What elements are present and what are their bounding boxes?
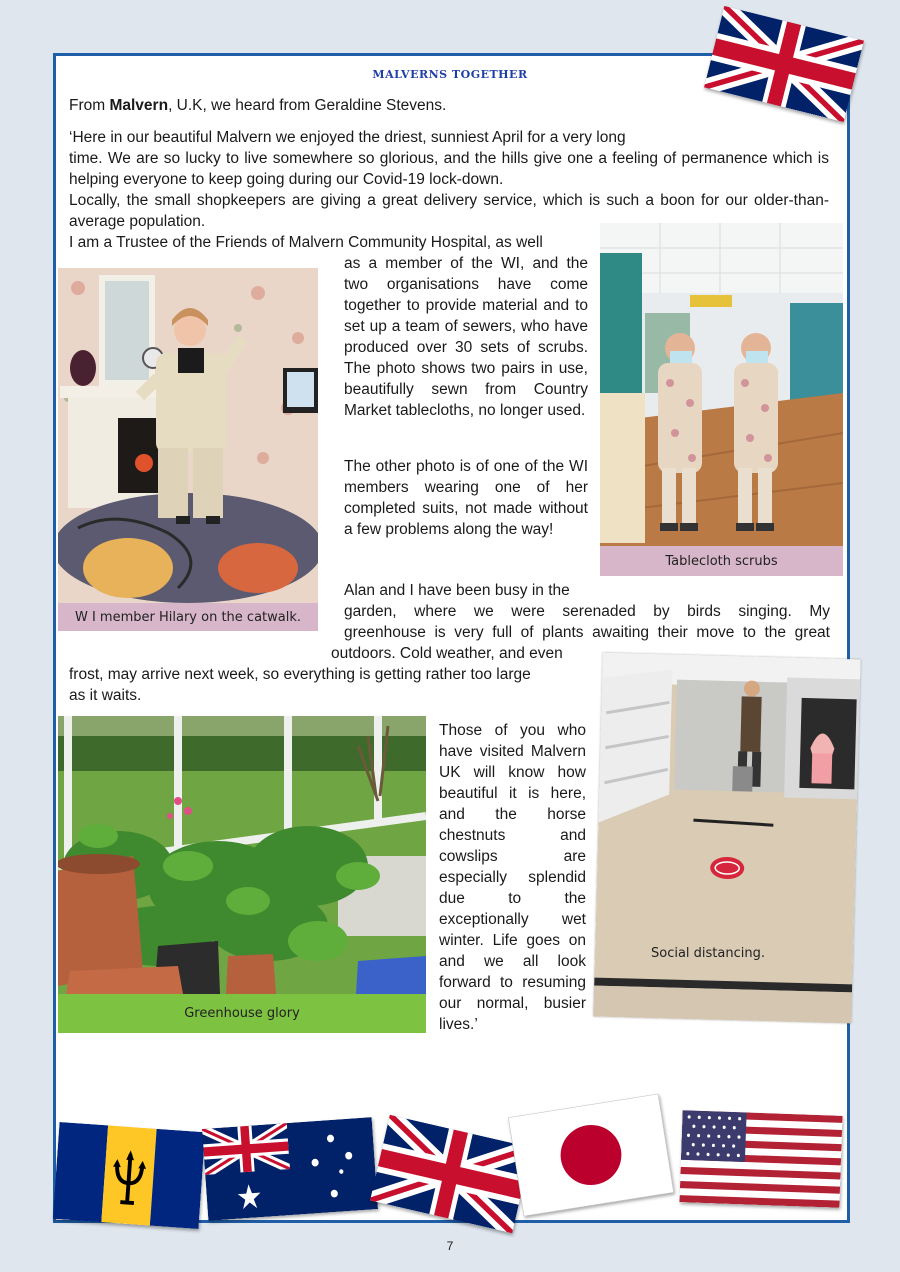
caption-hilary: W I member Hilary on the catwalk. xyxy=(58,603,318,631)
intro-line xyxy=(69,95,829,116)
caption-scrubs: Tablecloth scrubs xyxy=(600,546,843,576)
caption-greenhouse: Greenhouse glory xyxy=(58,994,426,1033)
barbados-flag xyxy=(53,1122,205,1229)
paragraph-5-line-3: greenhouse is very full of plants awaiting their move to the great xyxy=(344,624,830,641)
australia-flag xyxy=(202,1117,378,1221)
photo-greenhouse xyxy=(58,716,426,994)
caption-distancing: Social distancing. xyxy=(651,945,765,961)
paragraph-1-rest: time. We are so lucky to live somewhere so glorious, and the hills give one a feeling of permanence which is helping everyone to keep going during our Covid-19 lock-down. xyxy=(69,150,829,188)
paragraph-5-line-5: frost, may arrive next week, so everything is getting rather too large xyxy=(69,666,531,683)
usa-flag xyxy=(679,1110,842,1208)
paragraph-3-line-1: I am a Trustee of the Friends of Malvern Community Hospital, as well xyxy=(69,234,543,251)
intro-place: Malvern xyxy=(109,97,169,114)
paragraph-6: Those of you who have visited Malvern UK will know how beautiful it is here, and the horse chestnuts and cowslips are especially splendid due to the exceptionally wet winter. Life goes on and we all look forward to resuming our normal, busier lives.’ xyxy=(439,722,586,1033)
paragraph-1-line-1: ‘Here in our beautiful Malvern we enjoyed the driest, sunniest April for a very long xyxy=(69,129,626,146)
photo-hilary xyxy=(58,268,318,605)
page-number: 7 xyxy=(446,1239,454,1253)
paragraph-3-rest: as a member of the WI, and the two organisations have come together to provide material and to set up a team of sewers, who have produced over 30 sets of scrubs. The photo shows two pairs in use, beautifully sewn from Country Market tablecloths, no longer used. xyxy=(344,255,588,419)
paragraph-5-line-1: Alan and I have been busy in the xyxy=(344,582,570,599)
paragraph-2: Locally, the small shopkeepers are giving a great delivery service, which is such a boon for our older-than-average population. xyxy=(69,192,829,230)
intro-prefix: From xyxy=(69,97,110,114)
intro-rest: , U.K, we heard from Geraldine Stevens. xyxy=(168,97,447,114)
paragraph-4: The other photo is of one of the WI members wearing one of her completed suits, not made without a few problems along the way! xyxy=(344,458,588,538)
photo-distancing xyxy=(593,653,860,1024)
photo-scrubs xyxy=(600,223,843,546)
page-title: MALVERNS TOGETHER xyxy=(372,68,528,81)
paragraph-5-line-6: as it waits. xyxy=(69,687,142,704)
paragraph-5-line-4: outdoors. Cold weather, and even xyxy=(331,645,563,662)
paragraph-5-line-2: garden, where we were serenaded by birds singing. My xyxy=(344,603,830,620)
